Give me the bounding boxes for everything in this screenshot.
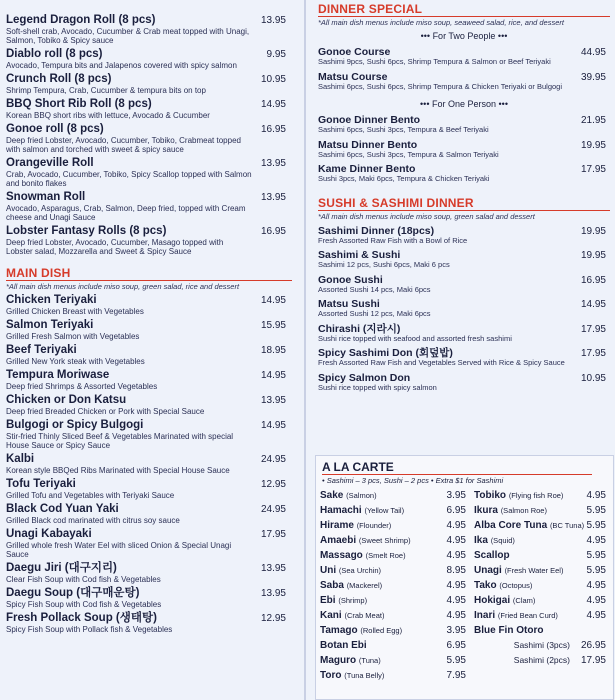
menu-item-price: 14.95 [260,370,286,381]
a-la-carte-item-sub: (Fried Bean Curd) [497,611,558,620]
a-la-carte-item-price: 8.95 [446,565,466,576]
a-la-carte-item-sub: (Flounder) [356,521,392,530]
a-la-carte-item-price: 4.95 [586,535,606,546]
a-la-carte-item [474,548,610,563]
a-la-carte-item-price: 7.95 [446,670,466,681]
menu-item-price: 16.95 [260,124,286,135]
main-dish-list [6,294,292,634]
menu-item-desc: Sushi rice topped with spicy salmon [318,382,437,392]
right-column [318,0,610,392]
a-la-carte-item-sub: (Octopus) [499,581,533,590]
menu-item-price: 17.95 [580,164,606,175]
menu-item-price: 17.95 [580,348,606,359]
menu-item-desc: Spicy Fish Soup with Cod fish & Vegetables [6,600,162,609]
a-la-carte-item-name: Alba Core Tuna [474,520,548,531]
menu-item-name: Spicy Sashimi Don (회덮밥) [318,347,453,359]
menu-item-price: 18.95 [260,345,286,356]
a-la-carte-item-sub: (Sweet Shrimp) [358,536,411,545]
menu-item-price: 13.95 [260,158,286,169]
menu-item-price: 19.95 [580,139,606,151]
a-la-carte-item-price: 4.95 [446,595,466,606]
a-la-carte-item-sub: (Salmon) [346,491,377,500]
menu-item-desc: Assorted Sushi 14 pcs, Maki 6pcs [318,284,431,294]
menu-item-desc: Sashimi 6pcs, Sushi 6pcs, Shrimp Tempura & Chicken Teriyaki or Bulgogi [318,81,562,91]
menu-item [6,157,292,188]
menu-item [6,478,292,500]
menu-item-name: Fresh Pollack Soup (생태탕) [6,612,157,624]
a-la-carte-item-sub: (BC Tuna) [549,521,585,530]
a-la-carte-item [320,668,470,683]
a-la-carte-item-name: Botan Ebi [320,640,367,651]
menu-item-desc: Grilled Tofu and Vegetables with Teriyaki Sauce [6,491,175,500]
a-la-carte-item-name: Tobiko [474,490,507,501]
a-la-carte-item-price: 4.95 [446,610,466,621]
menu-item [6,123,292,154]
menu-item-name: Sashimi & Sushi [318,249,401,261]
menu-item-price: 14.95 [260,420,286,431]
menu-item-desc: Assorted Sushi 12 pcs, Maki 6pcs [318,309,431,318]
sushi-sashimi-note: *All main dish menus include miso soup, green salad and dessert [318,210,610,221]
a-la-carte-item-sub: (Tuna) [358,656,381,665]
menu-item-price: 19.95 [580,250,606,261]
a-la-carte-item-price: 4.95 [586,490,606,501]
menu-item [6,562,292,584]
a-la-carte-item [320,563,470,578]
a-la-carte-item-name: Tako [474,580,497,591]
menu-item-name: Matsu Course [318,70,388,83]
menu-item-desc: Avocado, Asparagus, Crab, Salmon, Deep fried, topped with Cream cheese and Unagi Sauce [6,204,246,222]
a-la-carte-item [474,503,610,518]
menu-item-name: Tempura Moriwase [6,369,110,381]
menu-item-name: Orangeville Roll [6,157,94,169]
menu-item-price: 14.95 [260,99,286,110]
dinner-special-title: DINNER SPECIAL [318,2,423,16]
a-la-carte-item-price: 5.95 [586,565,606,576]
menu-item-desc: Crab, Avocado, Cucumber, Tobiko, Spicy Scallop topped with Salmon and bonito flakes [6,170,252,188]
for-one-list [318,114,610,184]
special-rolls-list [6,14,292,256]
menu-item [318,347,610,368]
a-la-carte-item-price: 5.95 [586,550,606,561]
otoro-option-label: Sashimi (3pcs) [513,640,570,650]
menu-item-price: 24.95 [260,504,286,515]
a-la-carte-item-name: Blue Fin Otoro [474,625,544,636]
menu-item [6,503,292,525]
main-dish-title: MAIN DISH [6,266,71,280]
menu-item [318,225,610,246]
menu-item-price: 21.95 [580,115,606,126]
menu-item-desc: Shrimp Tempura, Crab, Cucumber & tempura bits on top [6,86,206,95]
for-two-list [318,46,610,91]
a-la-carte-item [320,608,470,623]
menu-item-price: 10.95 [580,372,606,384]
a-la-carte-item [320,548,470,563]
menu-item-name: BBQ Short Rib Roll (8 pcs) [6,98,152,110]
a-la-carte-item [474,593,610,608]
dinner-special-note: *All main dish menus include miso soup, seaweed salad, rice, and dessert [318,16,610,27]
a-la-carte-item [320,488,470,503]
menu-item-name: Sashimi Dinner (18pcs) [318,224,435,237]
a-la-carte-box [315,455,614,700]
a-la-carte-item-sub: (Fresh Water Eel) [504,566,564,575]
menu-item-name: Daegu Soup (대구매운탕) [6,587,140,599]
menu-item [6,14,292,45]
a-la-carte-item-sub: (Clam) [512,596,536,605]
a-la-carte-item [474,623,610,638]
menu-item-desc: Grilled Chicken Breast with Vegetables [6,307,144,316]
menu-item-desc: Grilled Black cod marinated with citrus soy sauce [6,516,180,525]
menu-item [318,372,610,393]
menu-item-name: Kalbi [6,453,35,465]
a-la-carte-item [474,608,610,623]
menu-item-price: 10.95 [260,74,286,85]
menu-item-desc: Avocado, Tempura bits and Jalapenos covered with spicy salmon [6,61,237,70]
a-la-carte-item-price: 5.95 [446,655,466,666]
for-one-label: ••• For One Person ••• [420,99,508,109]
menu-item [318,71,610,92]
menu-item [318,139,610,160]
menu-item-name: Tofu Teriyaki [6,478,76,490]
otoro-option-price: 26.95 [580,640,606,651]
a-la-carte-item-price: 3.95 [446,490,466,501]
menu-item-price: 12.95 [260,613,286,624]
a-la-carte-item-sub: (Rolled Egg) [360,626,403,635]
a-la-carte-item-name: Tamago [320,625,358,636]
menu-item-desc: Clear Fish Soup with Cod fish & Vegetables [6,575,161,584]
a-la-carte-item-sub: (Shrimp) [338,596,368,605]
menu-item-name: Beef Teriyaki [6,344,77,356]
menu-item-name: Matsu Dinner Bento [318,138,418,151]
for-two-label: ••• For Two People ••• [420,31,508,41]
menu-item-price: 39.95 [580,71,606,83]
menu-item-price: 17.95 [260,529,286,540]
menu-item-price: 24.95 [260,454,286,465]
a-la-carte-item-sub: (Flying fish Roe) [508,491,564,500]
menu-item-price: 9.95 [266,49,286,60]
menu-item [6,612,292,634]
a-la-carte-item-price: 4.95 [446,535,466,546]
a-la-carte-item-sub: (Sea Urchin) [338,566,381,575]
menu-item [6,319,292,341]
a-la-carte-item-price: 6.95 [446,505,466,516]
column-divider [304,0,306,700]
a-la-carte-item-sub: (Crab Meat) [344,611,385,620]
menu-item-name: Unagi Kabayaki [6,528,92,540]
a-la-carte-item-sub: (Squid) [490,536,515,545]
a-la-carte-item [474,578,610,593]
a-la-carte-col-b [474,488,610,668]
menu-item-price: 14.95 [580,299,606,310]
a-la-carte-item-price: 4.95 [446,520,466,531]
a-la-carte-item-price: 6.95 [446,640,466,651]
menu-item-name: Legend Dragon Roll (8 pcs) [6,14,156,26]
menu-item [6,528,292,559]
a-la-carte-item-name: Sake [320,490,344,501]
a-la-carte-item [320,578,470,593]
a-la-carte-item-name: Amaebi [320,535,357,546]
a-la-carte-item [474,533,610,548]
menu-item-name: Black Cod Yuan Yaki [6,503,119,515]
a-la-carte-item-price: 4.95 [586,580,606,591]
a-la-carte-item [320,623,470,638]
a-la-carte-item-name: Saba [320,580,344,591]
a-la-carte-item-sub: (Salmon Roe) [500,506,547,515]
a-la-carte-item-name: Ika [474,535,488,546]
menu-item-name: Chirashi (지라시) [318,322,401,335]
a-la-carte-item-name: Uni [320,565,337,576]
menu-item-desc: Grilled New York steak with Vegetables [6,357,145,366]
menu-item-desc: Deep fried Lobster, Avocado, Cucumber, Tobiko, Crabmeat topped with salmon and torched with sweet & spicy sauce [6,136,241,154]
menu-item-name: Kame Dinner Bento [318,163,416,175]
a-la-carte-item-name: Hokigai [474,595,511,606]
sushi-sashimi-title: SUSHI & SASHIMI DINNER [318,195,474,210]
a-la-carte-item-name: Maguro [320,655,357,666]
a-la-carte-item [474,518,610,533]
a-la-carte-item-name: Kani [320,610,342,621]
menu-item-desc: Soft-shell crab, Avocado, Cucumber & Crab meat topped with Unagi, Salmon, Tobiko & Spicy sauce [6,27,250,45]
a-la-carte-item-name: Ebi [320,595,336,606]
menu-item [318,163,610,184]
otoro-option [474,638,610,653]
menu-item-name: Bulgogi or Spicy Bulgogi [6,419,144,431]
a-la-carte-item [320,638,470,653]
menu-item-desc: Sashimi 6pcs, Sushi 3pcs, Tempura & Salmon Teriyaki [318,149,499,159]
menu-item-desc: Sashimi 6pcs, Sushi 3pcs, Tempura & Beef Teriyaki [318,125,489,134]
menu-item [6,587,292,609]
a-la-carte-item-sub: (Smelt Roe) [365,551,406,560]
menu-item-price: 13.95 [260,395,286,406]
a-la-carte-item-name: Hamachi [320,505,362,516]
menu-item-name: Crunch Roll (8 pcs) [6,73,112,85]
menu-item-price: 17.95 [580,323,606,335]
menu-item [318,114,610,135]
a-la-carte-item-price: 4.95 [586,595,606,606]
a-la-carte-title: A LA CARTE [322,460,394,474]
menu-item-desc: Sashimi 9pcs, Sushi 6pcs, Shrimp Tempura & Salmon or Beef Teriyaki [318,57,551,66]
otoro-option-label: Sashimi (2pcs) [513,655,570,665]
menu-item-desc: Deep fried Breaded Chicken or Pork with Special Sauce [6,407,205,416]
a-la-carte-item-sub: (Yellow Tail) [364,506,405,515]
menu-item [6,98,292,120]
menu-item-name: Salmon Teriyaki [6,319,94,331]
menu-item [318,323,610,344]
menu-item-price: 14.95 [260,295,286,306]
menu-item-price: 15.95 [260,320,286,331]
menu-item-price: 44.95 [580,47,606,58]
menu-item [6,191,292,222]
menu-item-desc: Grilled whole fresh Water Eel with sliced Onion & Special Unagi Sauce [6,541,232,559]
menu-item-desc: Deep fried Shrimps & Assorted Vegetables [6,382,158,391]
a-la-carte-item-name: Massago [320,550,363,561]
a-la-carte-item [320,653,470,668]
a-la-carte-item [320,593,470,608]
menu-item [318,46,610,67]
menu-item-name: Spicy Salmon Don [318,371,411,384]
a-la-carte-item-sub: (Mackerel) [346,581,383,590]
a-la-carte-item-name: Scallop [474,550,510,561]
menu-item-price: 16.95 [260,226,286,237]
menu-item-price: 13.95 [260,192,286,203]
menu-item-desc: Stir-fried Thinly Sliced Beef & Vegetables Marinated with special House Sauce or Spicy Sauce [6,432,234,450]
menu-item [6,394,292,416]
menu-item-desc: Fresh Assorted Raw Fish and Vegetables Served with Rice & Spicy Sauce [318,358,565,367]
menu-item-desc: Korean BBQ short ribs with lettuce, Avocado & Cucumber [6,111,210,120]
menu-item-price: 13.95 [260,588,286,599]
sushi-sashimi-list [318,225,610,393]
menu-item-desc: Grilled Fresh Salmon with Vegetables [6,332,140,341]
a-la-carte-item-name: Ikura [474,505,498,516]
menu-item [6,225,292,256]
menu-item-desc: Sushi 3pcs, Maki 6pcs, Tempura & Chicken Teriyaki [318,174,490,183]
menu-item-price: 12.95 [260,479,286,490]
a-la-carte-item-price: 4.95 [586,610,606,621]
menu-item-name: Gonoe Course [318,46,391,58]
menu-item [318,298,610,319]
a-la-carte-item-name: Unagi [474,565,502,576]
menu-item-name: Chicken or Don Katsu [6,394,127,406]
menu-item-name: Matsu Sushi [318,298,380,310]
menu-item-name: Gonoe Dinner Bento [318,114,421,126]
a-la-carte-item-price: 4.95 [446,550,466,561]
menu-item-name: Lobster Fantasy Rolls (8 pcs) [6,225,167,237]
a-la-carte-col-a [320,488,470,683]
menu-item-desc: Deep fried Lobster, Avocado, Cucumber, Masago topped with Lobster salad, Mozzarella and Sweet & Spicy Sauce [6,238,224,256]
a-la-carte-item [474,488,610,503]
a-la-carte-note: • Sashimi – 3 pcs, Sushi – 2 pcs • Extra $1 for Sashimi [322,474,592,485]
menu-item-price: 13.95 [260,15,286,26]
menu-item-desc: Korean style BBQed Ribs Marinated with Special House Sauce [6,466,230,475]
a-la-carte-item-name: Toro [320,670,342,681]
a-la-carte-item-sub: (Tuna Belly) [344,671,385,680]
menu-item [6,369,292,391]
a-la-carte-item [320,503,470,518]
menu-item-desc: Sashimi 12 pcs, Sushi 6pcs, Maki 6 pcs [318,260,450,269]
a-la-carte-item-price: 5.95 [586,505,606,516]
menu-item-name: Gonoe roll (8 pcs) [6,123,104,135]
a-la-carte-item [320,533,470,548]
a-la-carte-item-name: Inari [474,610,496,621]
menu-item [6,344,292,366]
menu-item-price: 19.95 [580,225,606,237]
menu-item-name: Diablo roll (8 pcs) [6,48,103,60]
menu-item-name: Gonoe Sushi [318,273,383,286]
menu-item-price: 16.95 [580,274,606,286]
menu-item-desc: Sushi rice topped with seafood and assorted fresh sashimi [318,333,512,343]
menu-item-desc: Fresh Assorted Raw Fish with a Bowl of Rice [318,235,468,245]
menu-item [6,48,292,70]
menu-item [6,453,292,475]
menu-item-price: 13.95 [260,563,286,574]
a-la-carte-item-price: 4.95 [446,580,466,591]
a-la-carte-item-name: Hirame [320,520,354,531]
menu-item [6,294,292,316]
otoro-option [474,653,610,668]
a-la-carte-item [320,518,470,533]
menu-item-name: Snowman Roll [6,191,86,203]
menu-item [318,249,610,270]
menu-item [318,274,610,295]
menu-item-name: Chicken Teriyaki [6,294,97,306]
menu-item-desc: Spicy Fish Soup with Pollack fish & Vegetables [6,625,173,634]
left-column [6,0,292,634]
menu-item-name: Daegu Jiri (대구지리) [6,562,117,574]
a-la-carte-item [474,563,610,578]
a-la-carte-item-price: 5.95 [586,520,606,531]
a-la-carte-item-price: 3.95 [446,625,466,636]
menu-item [6,73,292,95]
otoro-option-price: 17.95 [580,655,606,666]
menu-item [6,419,292,450]
main-dish-note: *All main dish menus include miso soup, green salad, rice and dessert [6,280,292,291]
